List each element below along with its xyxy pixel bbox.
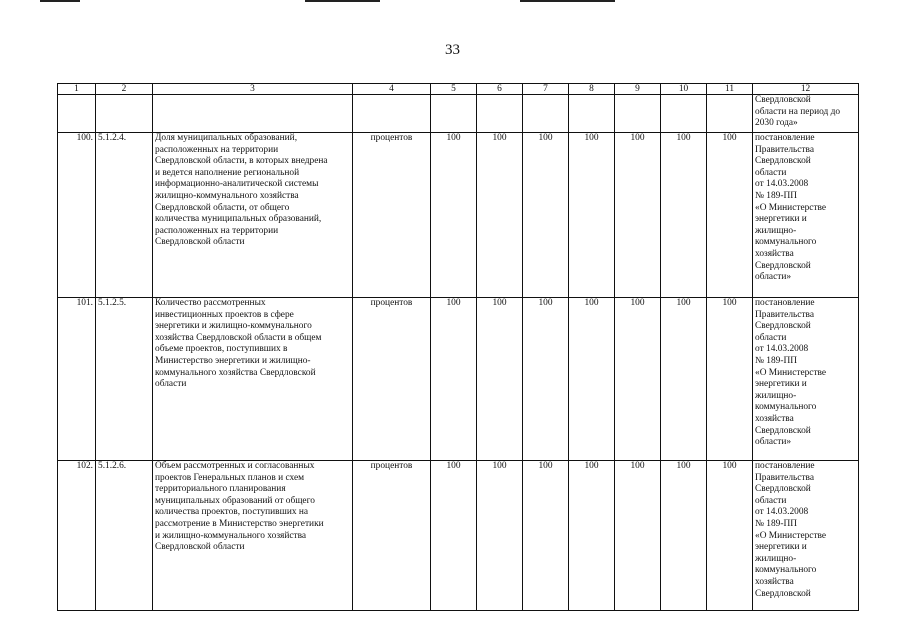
- continuation-row: [58, 95, 859, 133]
- table-row: [58, 461, 859, 611]
- continuation-source-cell: Свердловской области на период до 2030 года»: [753, 95, 859, 133]
- scan-edge-line-right: [520, 0, 615, 2]
- value-cell: 100: [569, 133, 615, 298]
- unit-cell: процентов: [353, 133, 431, 298]
- column-header: 2: [96, 84, 153, 95]
- value-cell: 100: [615, 298, 661, 461]
- value-cell: 100: [661, 298, 707, 461]
- column-header: 11: [707, 84, 753, 95]
- indicator-table: [57, 83, 859, 611]
- row-number-cell: 101.: [58, 298, 96, 461]
- column-header: 4: [353, 84, 431, 95]
- value-cell: 100: [477, 461, 523, 611]
- value-cell: 100: [523, 298, 569, 461]
- column-header: 5: [431, 84, 477, 95]
- unit-cell: процентов: [353, 298, 431, 461]
- value-cell: 100: [569, 298, 615, 461]
- value-cell: 100: [661, 461, 707, 611]
- unit-cell: процентов: [353, 461, 431, 611]
- indicator-name-cell: Количество рассмотренных инвестиционных проектов в сфере энергетики и жилищно-коммунального хозяйства Свердловской области в общем объеме проектов, поступивших в Министерство энергетики и жилищно- коммунального хозяйства Свердловской области: [153, 298, 353, 461]
- source-cell: постановление Правительства Свердловской области от 14.03.2008 № 189-ПП «О Министерстве энергетики и жилищно- коммунального хозяйства Свердловской области»: [753, 133, 859, 298]
- source-cell: постановление Правительства Свердловской области от 14.03.2008 № 189-ПП «О Министерстве энергетики и жилищно- коммунального хозяйства Свердловской области»: [753, 298, 859, 461]
- row-code-cell: 5.1.2.6.: [96, 461, 153, 611]
- source-cell: постановление Правительства Свердловской области от 14.03.2008 № 189-ПП «О Министерстве энергетики и жилищно- коммунального хозяйства Свердловской: [753, 461, 859, 611]
- column-header: 1: [58, 84, 96, 95]
- value-cell: 100: [431, 133, 477, 298]
- value-cell: 100: [477, 298, 523, 461]
- value-cell: 100: [523, 461, 569, 611]
- column-header: 6: [477, 84, 523, 95]
- column-header: 10: [661, 84, 707, 95]
- indicator-name-cell: Объем рассмотренных и согласованных проектов Генеральных планов и схем территориального планирования муниципальных образований от общего количества проектов, поступивших на рассмотрение в Министерство энергетики и жилищно-коммунального хозяйства Свердловской области: [153, 461, 353, 611]
- table-row: [58, 133, 859, 298]
- row-code-cell: 5.1.2.5.: [96, 298, 153, 461]
- table-row: [58, 298, 859, 461]
- value-cell: 100: [431, 461, 477, 611]
- value-cell: 100: [707, 461, 753, 611]
- value-cell: 100: [707, 133, 753, 298]
- value-cell: 100: [431, 298, 477, 461]
- value-cell: 100: [661, 133, 707, 298]
- scan-edge-line-left: [40, 0, 80, 2]
- page-number: 33: [445, 42, 460, 58]
- value-cell: 100: [477, 133, 523, 298]
- value-cell: 100: [615, 133, 661, 298]
- row-number-cell: 100.: [58, 133, 96, 298]
- column-header: 9: [615, 84, 661, 95]
- value-cell: 100: [523, 133, 569, 298]
- indicator-name-cell: Доля муниципальных образований, расположенных на территории Свердловской области, в которых внедрена и ведется наполнение региональной информационно-аналитической системы жилищно-коммунального хозяйства Свердловской области, от общего количества муниципальных образований, расположенных на территории Свердловской области: [153, 133, 353, 298]
- table-header-row: [58, 84, 859, 95]
- column-header: 8: [569, 84, 615, 95]
- scan-edge-line-middle: [305, 0, 380, 2]
- row-code-cell: 5.1.2.4.: [96, 133, 153, 298]
- value-cell: 100: [569, 461, 615, 611]
- table-body: [58, 84, 859, 611]
- column-header: 12: [753, 84, 859, 95]
- value-cell: 100: [615, 461, 661, 611]
- column-header: 3: [153, 84, 353, 95]
- row-number-cell: 102.: [58, 461, 96, 611]
- value-cell: 100: [707, 298, 753, 461]
- column-header: 7: [523, 84, 569, 95]
